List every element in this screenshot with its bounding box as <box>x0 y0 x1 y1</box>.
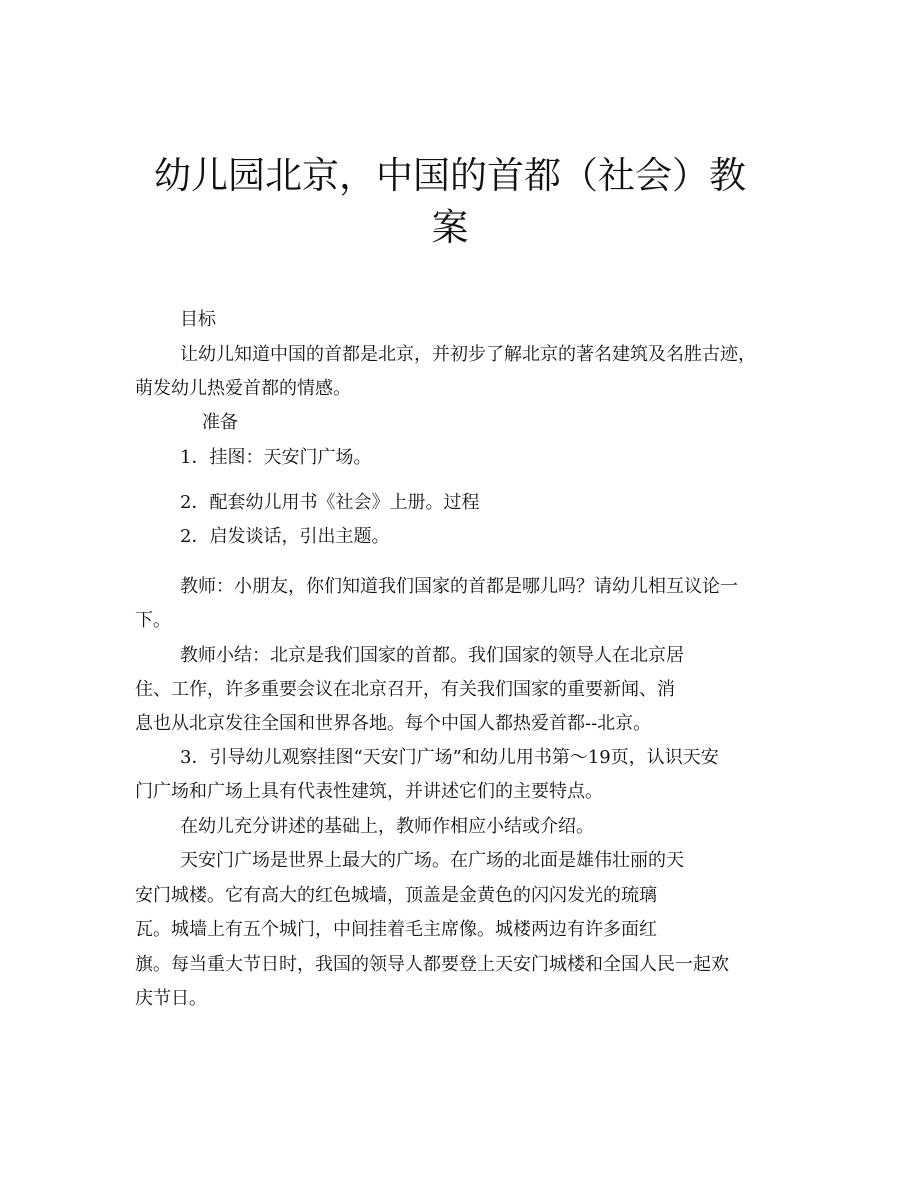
paragraph-line: 旗。每当重大节日时，我国的领导人都要登上天安门城楼和全国人民一起欢 <box>135 954 729 975</box>
paragraph-line: 安门城楼。它有高大的红色城墙，顶盖是金黄色的闪闪发光的琉璃 <box>135 885 657 906</box>
paragraph-line: 在幼儿充分讲述的基础上，教师作相应小结或介绍。 <box>180 816 594 837</box>
paragraph-line: 教师：小朋友，你们知道我们国家的首都是哪儿吗？请幼儿相互议论一 <box>180 576 738 597</box>
paragraph-line: 天安门广场是世界上最大的广场。在广场的北面是雄伟壮丽的天 <box>180 850 684 871</box>
title-line-1: 幼儿园北京，中国的首都（社会）教 <box>154 154 746 197</box>
list-item: 1．挂图：天安门广场。 <box>180 447 372 468</box>
title-line-2: 案 <box>431 206 469 249</box>
document-title <box>135 150 765 254</box>
heading-preparation: 准备 <box>202 412 238 433</box>
paragraph-line: 下。 <box>135 610 171 631</box>
heading-goal: 目标 <box>180 309 216 330</box>
list-item: 2．配套幼儿用书《社会》上册。过程 <box>180 492 480 513</box>
paragraph-line: 萌发幼儿热爱首都的情感。 <box>135 378 351 399</box>
list-item: 3．引导幼儿观察挂图“天安门广场”和幼儿用书第～19页，认识天安 <box>180 747 719 768</box>
paragraph-line: 庆节日。 <box>135 988 207 1009</box>
paragraph-line: 门广场和广场上具有代表性建筑，并讲述它们的主要特点。 <box>135 781 603 802</box>
paragraph-line: 瓦。城墙上有五个城门，中间挂着毛主席像。城楼两边有许多面红 <box>135 919 657 940</box>
paragraph-line: 住、工作，许多重要会议在北京召开，有关我们国家的重要新闻、消 <box>135 679 675 700</box>
paragraph-line: 教师小结：北京是我们国家的首都。我们国家的领导人在北京居 <box>180 645 684 666</box>
paragraph-line: 息也从北京发往全国和世界各地。每个中国人都热爱首都--北京。 <box>135 713 652 734</box>
list-item: 2．启发谈话，引出主题。 <box>180 526 390 547</box>
paragraph-line: 让幼儿知道中国的首都是北京，并初步了解北京的著名建筑及名胜古迹， <box>180 344 756 365</box>
